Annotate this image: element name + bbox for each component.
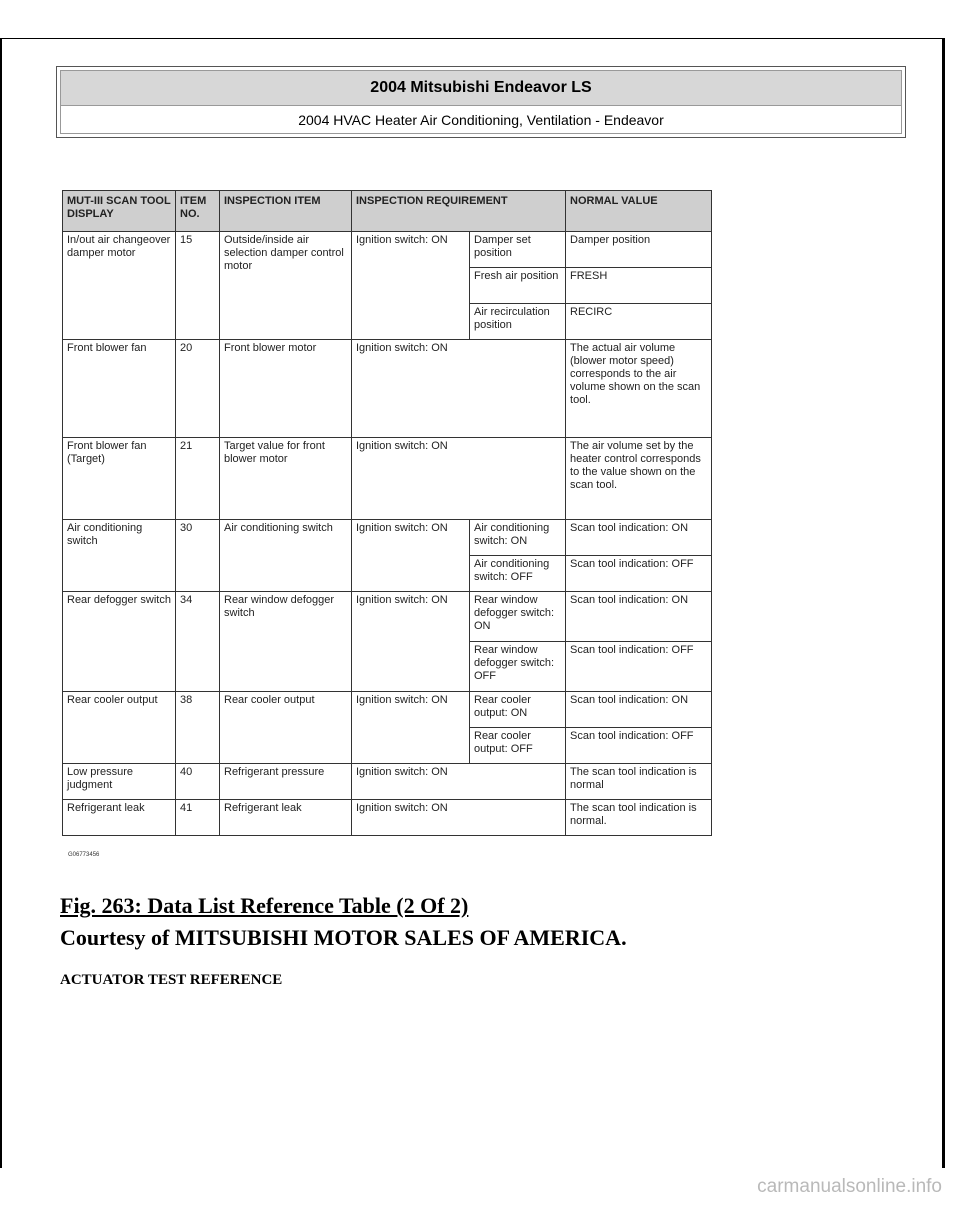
cell-requirement: Ignition switch: ON	[352, 592, 470, 692]
page-border-right	[942, 38, 945, 1168]
table-row	[63, 438, 712, 520]
cell-condition: Air recirculation position	[470, 304, 566, 340]
header-inspection-requirement: INSPECTION REQUIREMENT	[352, 191, 566, 232]
cell-requirement: Ignition switch: ON	[352, 692, 470, 764]
cell-item-no: 30	[176, 520, 220, 592]
watermark: carmanualsonline.info	[757, 1176, 942, 1197]
cell-normal-value: Scan tool indication: OFF	[566, 728, 712, 764]
cell-item-no: 15	[176, 232, 220, 340]
cell-inspection-item: Target value for front blower motor	[220, 438, 352, 520]
cell-inspection-item: Air conditioning switch	[220, 520, 352, 592]
cell-normal-value: Scan tool indication: ON	[566, 592, 712, 642]
cell-display: Refrigerant leak	[63, 800, 176, 836]
cell-normal-value: Scan tool indication: ON	[566, 692, 712, 728]
cell-condition: Fresh air position	[470, 268, 566, 304]
cell-normal-value: The air volume set by the heater control corresponds to the value shown on the scan tool.	[566, 438, 712, 520]
cell-normal-value: The actual air volume (blower motor speed) corresponds to the air volume shown on the scan tool.	[566, 340, 712, 438]
figure-caption-link[interactable]: Fig. 263: Data List Reference Table (2 Of 2)	[60, 893, 469, 918]
cell-normal-value: Scan tool indication: OFF	[566, 642, 712, 692]
cell-normal-value: Scan tool indication: OFF	[566, 556, 712, 592]
document-header	[56, 66, 906, 138]
cell-display: Rear defogger switch	[63, 592, 176, 692]
vehicle-title: 2004 Mitsubishi Endeavor LS	[61, 71, 901, 106]
section-subtitle: 2004 HVAC Heater Air Conditioning, Ventilation - Endeavor	[298, 112, 664, 128]
figure-code: G06773456	[68, 852, 100, 858]
header-normal-value: NORMAL VALUE	[566, 191, 712, 232]
cell-inspection-item: Outside/inside air selection damper control motor	[220, 232, 352, 340]
cell-item-no: 20	[176, 340, 220, 438]
page-border-top	[0, 38, 944, 39]
cell-condition: Rear window defogger switch: OFF	[470, 642, 566, 692]
cell-item-no: 38	[176, 692, 220, 764]
cell-inspection-item: Refrigerant pressure	[220, 764, 352, 800]
cell-requirement: Ignition switch: ON	[352, 438, 566, 520]
cell-display: Low pressure judgment	[63, 764, 176, 800]
table-row	[63, 232, 712, 268]
cell-item-no: 21	[176, 438, 220, 520]
document-header-inner	[60, 70, 902, 134]
cell-inspection-item: Rear cooler output	[220, 692, 352, 764]
cell-requirement: Ignition switch: ON	[352, 764, 566, 800]
cell-normal-value: Damper position	[566, 232, 712, 268]
header-inspection-item: INSPECTION ITEM	[220, 191, 352, 232]
page-border-left	[0, 38, 2, 1168]
cell-inspection-item: Rear window defogger switch	[220, 592, 352, 692]
courtesy-line: Courtesy of MITSUBISHI MOTOR SALES OF AMERICA.	[60, 925, 627, 950]
cell-requirement: Ignition switch: ON	[352, 800, 566, 836]
cell-normal-value: The scan tool indication is normal.	[566, 800, 712, 836]
cell-normal-value: FRESH	[566, 268, 712, 304]
cell-normal-value: Scan tool indication: ON	[566, 520, 712, 556]
table-row	[63, 800, 712, 836]
cell-display: Rear cooler output	[63, 692, 176, 764]
cell-condition: Rear cooler output: OFF	[470, 728, 566, 764]
table-row	[63, 692, 712, 728]
cell-normal-value: RECIRC	[566, 304, 712, 340]
data-list-reference-table	[62, 190, 712, 836]
table-row	[63, 520, 712, 556]
cell-requirement: Ignition switch: ON	[352, 232, 470, 340]
cell-item-no: 40	[176, 764, 220, 800]
cell-requirement: Ignition switch: ON	[352, 340, 566, 438]
cell-display: Front blower fan	[63, 340, 176, 438]
cell-condition: Damper set position	[470, 232, 566, 268]
cell-condition: Rear cooler output: ON	[470, 692, 566, 728]
table-row	[63, 764, 712, 800]
cell-requirement: Ignition switch: ON	[352, 520, 470, 592]
cell-normal-value: The scan tool indication is normal	[566, 764, 712, 800]
section-heading: ACTUATOR TEST REFERENCE	[60, 972, 283, 988]
cell-display: Air conditioning switch	[63, 520, 176, 592]
cell-condition: Air conditioning switch: ON	[470, 520, 566, 556]
table-row	[63, 592, 712, 642]
cell-display: In/out air changeover damper motor	[63, 232, 176, 340]
header-scan-tool-display: MUT-III SCAN TOOL DISPLAY	[63, 191, 176, 232]
data-list-figure	[62, 190, 711, 858]
cell-inspection-item: Refrigerant leak	[220, 800, 352, 836]
cell-display: Front blower fan (Target)	[63, 438, 176, 520]
header-item-no: ITEM NO.	[176, 191, 220, 232]
cell-inspection-item: Front blower motor	[220, 340, 352, 438]
table-header-row	[63, 191, 712, 232]
table-row	[63, 340, 712, 438]
cell-item-no: 34	[176, 592, 220, 692]
cell-condition: Rear window defogger switch: ON	[470, 592, 566, 642]
cell-condition: Air conditioning switch: OFF	[470, 556, 566, 592]
cell-item-no: 41	[176, 800, 220, 836]
